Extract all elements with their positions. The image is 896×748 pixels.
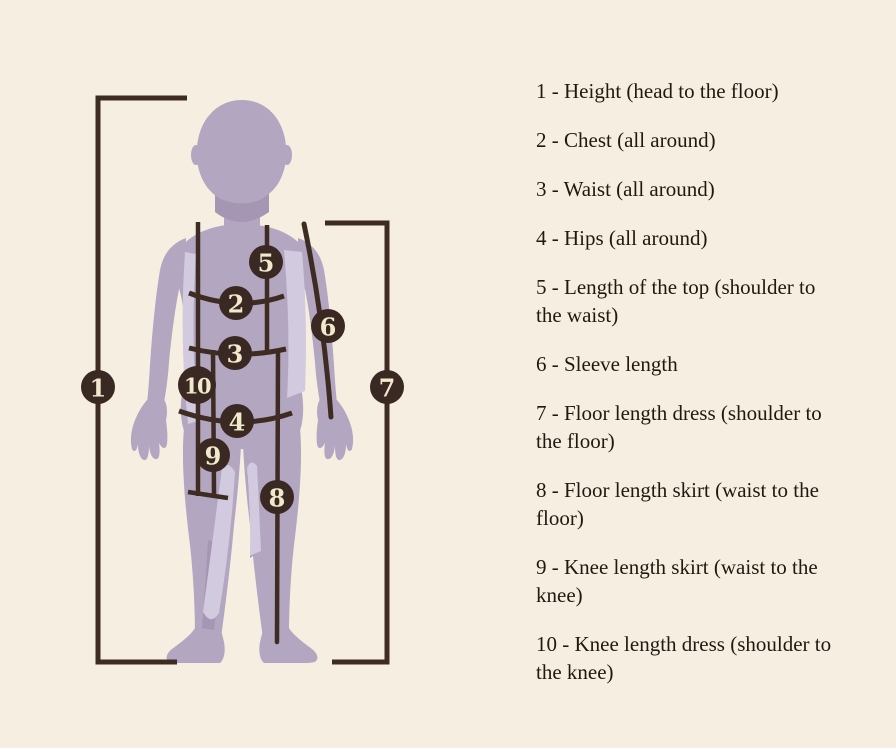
measurement-marker-6 [311,309,345,343]
legend-item-6: 6 - Sleeve length [536,352,678,376]
svg-text:1: 1 [89,373,107,403]
child-silhouette [131,100,353,663]
legend-item-8: 8 - Floor length skirt (waist to the floor) [536,478,819,530]
svg-text:8: 8 [268,483,286,513]
svg-text:6: 6 [319,312,337,342]
legend-item-7: 7 - Floor length dress (shoulder to the floor) [536,401,822,453]
measurement-marker-4 [220,404,254,438]
svg-text:7: 7 [378,373,396,403]
right-foot [259,628,317,663]
svg-text:10: 10 [183,373,211,399]
legend-item-5: 5 - Length of the top (shoulder to the waist) [536,275,816,327]
svg-text:9: 9 [204,441,222,471]
right-ear [282,145,292,165]
svg-text:2: 2 [227,289,245,319]
measurement-marker-2 [219,286,253,320]
legend-item-4: 4 - Hips (all around) [536,226,708,250]
measurement-marker-1 [81,370,115,404]
measurement-marker-5 [249,245,283,279]
left-hand [131,398,168,460]
right-hand [317,398,354,460]
svg-text:4: 4 [228,407,246,437]
svg-text:3: 3 [226,339,244,369]
legend-item-1: 1 - Height (head to the floor) [536,79,779,103]
left-ear [191,145,201,165]
measurement-marker-9 [196,438,230,472]
measurement-marker-7 [370,370,404,404]
legend-item-2: 2 - Chest (all around) [536,128,716,152]
measurement-legend [536,77,838,707]
measurement-marker-8 [260,480,294,514]
legend-item-9: 9 - Knee length skirt (waist to the knee) [536,555,818,607]
head [197,100,287,203]
left-foot [167,628,225,663]
legend-item-3: 3 - Waist (all around) [536,177,715,201]
svg-text:5: 5 [257,248,275,278]
legend-item-10: 10 - Knee length dress (shoulder to the knee) [536,632,832,684]
measurement-marker-3 [218,336,252,370]
measurement-marker-10 [178,366,216,404]
